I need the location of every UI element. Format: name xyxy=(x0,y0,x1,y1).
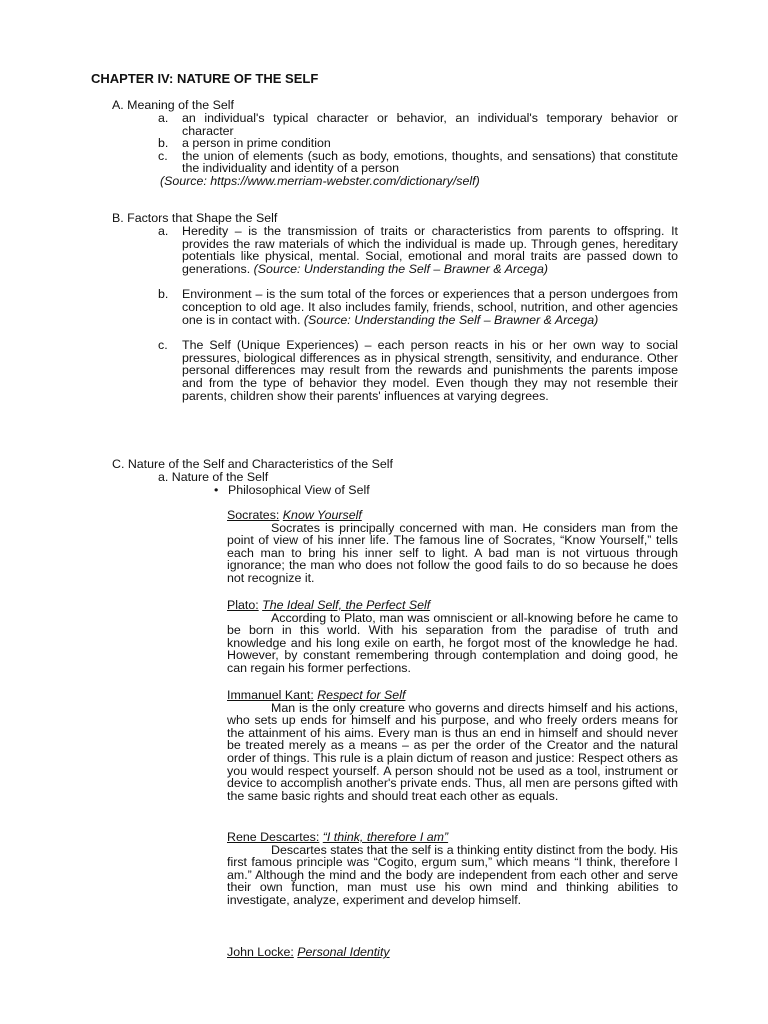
section-b-list xyxy=(158,225,678,402)
section-c-subheading: a. Nature of the Self xyxy=(158,470,269,484)
list-item: c. the union of elements (such as body, emotions, thoughts, and sensations) that constitute the individuality and identity of a person xyxy=(158,148,678,176)
bullet-icon: • xyxy=(214,483,219,497)
source-citation: (Source: https://www.merriam-webster.com/dictionary/self) xyxy=(160,173,480,188)
philosopher-locke: John Locke: Personal Identity xyxy=(227,945,390,959)
bullet-item: • Philosophical View of Self xyxy=(214,483,370,497)
source-citation: (Source: Understanding the Self – Brawner & Arcega) xyxy=(303,312,599,327)
source-citation: (Source: Understanding the Self – Brawner & Arcega) xyxy=(253,261,548,276)
philosopher-plato: Plato: The Ideal Self, the Perfect Self According to Plato, man was omniscient or all-knowing before he came to be born in this world. With his separation from the paradise of truth and knowledge and his long exile on earth, he forgot most of the knowledge he had. However, by constant remembering through contemplation and doing good, he can regain his former perfections. xyxy=(227,598,678,675)
section-a-list xyxy=(158,112,678,188)
section-a-heading: A. Meaning of the Self xyxy=(112,98,234,112)
section-b-heading: B. Factors that Shape the Self xyxy=(112,211,278,225)
list-item: c. The Self (Unique Experiences) – each person reacts in his or her own way to social pressures, biological differences as in physical strength, sensitivity, and endurance. Other personal differences may result from the rewards and punishments the parents impose and from the type of behavior they model. Even though they may not resemble their parents, children show their parents' influences at varying degrees. xyxy=(158,338,678,403)
section-c-heading: C. Nature of the Self and Characteristics of the Self xyxy=(112,457,393,471)
philosopher-socrates: Socrates: Know Yourself Socrates is principally concerned with man. He considers man from the point of view of his inner life. The famous line of Socrates, “Know Yourself,” tells each man to bring his inner self to light. A bad man is not virtuous through ignorance; the man who does not follow the good fails to do so because he does not recognize it. xyxy=(227,508,678,585)
list-item: a. an individual's typical character or behavior, an individual's temporary behavior or character xyxy=(158,111,678,138)
chapter-title: CHAPTER IV: NATURE OF THE SELF xyxy=(91,71,319,86)
list-item: b. a person in prime condition xyxy=(158,136,331,151)
list-item: a. Heredity – is the transmission of traits or characteristics from parents to offspring. It provides the raw materials of which the individual is made up. Through genes, hereditary potentials like physical, mental. Social, emotional and moral traits are passed down to generations. (Source: Understanding the Self – Brawner & Arcega) xyxy=(158,224,678,276)
philosopher-descartes: Rene Descartes: “I think, therefore I am” Descartes states that the self is a thinking entity distinct from the body. His first famous principle was “Cogito, ergum sum,” which means “I think, therefore I am.” Although the mind and the body are independent from each other and serve their own function, man must use his own mind and thinking abilities to investigate, analyze, experiment and develop himself. xyxy=(227,830,678,907)
philosopher-kant: Immanuel Kant: Respect for Self Man is the only creature who governs and directs himself and his actions, who sets up ends for himself and his purpose, and who freely orders means for the attainment of his aims. Every man is thus an end in himself and should never be treated merely as a means – as per the order of the Creator and the natural order of things. This rule is a plain dictum of reason and justice: Respect others as you would respect yourself. A person should not be used as a tool, instrument or device to accomplish another's private ends. Thus, all men are persons gifted with the same basic rights and should treat each other as equals. xyxy=(227,688,678,803)
list-item: b. Environment – is the sum total of the forces or experiences that a person undergoes from conception to old age. It also includes family, friends, school, nutrition, and other agencies one is in contact with. (Source: Understanding the Self – Brawner & Arcega) xyxy=(158,287,678,327)
